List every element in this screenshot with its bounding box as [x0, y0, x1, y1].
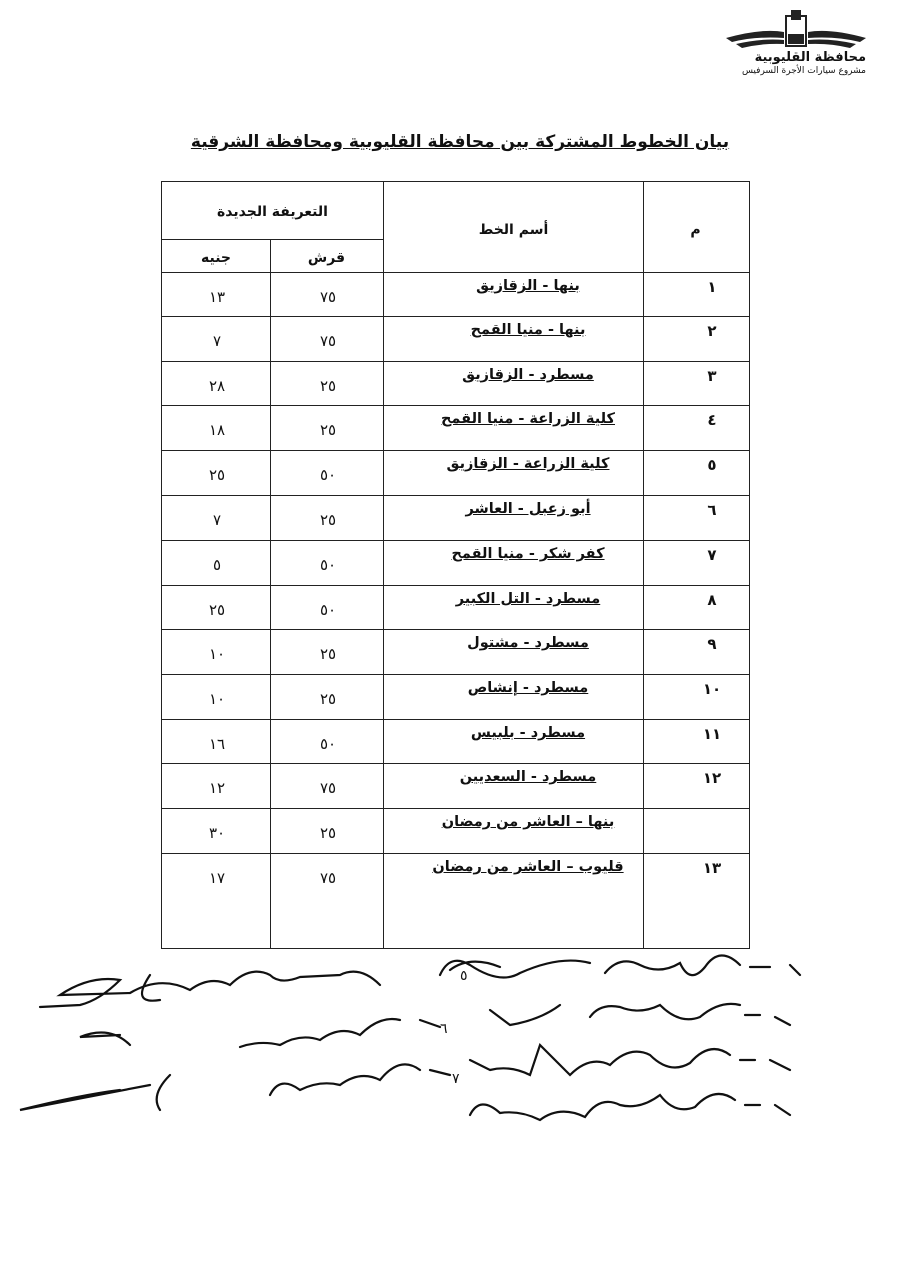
col-num-header: م — [690, 222, 701, 238]
route-name: بنها - الزقازيق — [476, 278, 580, 294]
signatures-area — [0, 945, 904, 1145]
route-name: مسطرد - التل الكبير — [455, 591, 601, 607]
route-name: مسطرد - الزقازيق — [462, 367, 594, 383]
tariff-piaster: ٧٥ — [319, 779, 337, 797]
routes-table — [161, 181, 750, 949]
sig-num-5: ٥ — [460, 968, 468, 984]
row-number: ١٣ — [702, 859, 722, 877]
tariff-pound: ١٢ — [208, 779, 226, 797]
tariff-piaster: ٧٥ — [319, 869, 337, 887]
tariff-piaster: ٢٥ — [319, 421, 337, 439]
row-number: ١١ — [702, 725, 722, 743]
row-number: ٤ — [707, 411, 717, 429]
tariff-pound: ٢٥ — [208, 466, 226, 484]
col-name-header: أسم الخط — [478, 222, 549, 238]
signature-7 — [20, 1064, 450, 1110]
route-name: مسطرد - مشتول — [467, 635, 589, 651]
row-number: ٨ — [707, 591, 717, 609]
tariff-pound: ١٣ — [208, 288, 226, 306]
org-project: مشروع سيارات الأجرة السرفيس — [741, 66, 866, 76]
tariff-pound: ١٨ — [208, 421, 226, 439]
route-name: مسطرد - إنشاص — [467, 680, 589, 696]
tariff-piaster: ٧٥ — [319, 332, 337, 350]
signature-3 — [470, 1045, 790, 1075]
tariff-piaster: ٢٥ — [319, 645, 337, 663]
tariff-pound: ٢٥ — [208, 601, 226, 619]
route-name: قليوب – العاشر من رمضان — [432, 859, 624, 875]
tariff-piaster: ٢٥ — [319, 690, 337, 708]
row-number: ١٠ — [702, 680, 722, 698]
signature-5 — [40, 972, 380, 1007]
tariff-pound: ١٧ — [208, 869, 226, 887]
sig-num-7: ٧ — [452, 1071, 460, 1087]
org-name: محافظة القليوبية — [754, 50, 866, 65]
route-name: كلية الزراعة - منيا القمح — [440, 411, 615, 427]
route-name: مسطرد - السعديين — [459, 769, 597, 785]
route-name: مسطرد - بلبيس — [470, 725, 586, 741]
sig-num-6: ٦ — [440, 1021, 448, 1037]
row-number: ٢ — [707, 322, 717, 340]
winged-emblem-icon — [722, 8, 870, 52]
tariff-piaster: ٧٥ — [319, 288, 337, 306]
route-name: بنها – العاشر من رمضان — [441, 814, 615, 830]
tariff-piaster: ٢٥ — [319, 824, 337, 842]
signature-1 — [440, 955, 800, 977]
tariff-pound: ٧ — [212, 332, 222, 350]
tariff-piaster: ٥٠ — [319, 735, 337, 753]
signature-2 — [490, 1004, 790, 1025]
signature-4 — [470, 1094, 790, 1120]
tariff-piaster: ٥٠ — [319, 466, 337, 484]
tariff-pound: ١٦ — [208, 735, 226, 753]
governorate-logo — [722, 8, 870, 76]
signature-6 — [80, 1019, 440, 1047]
col-piaster-header: قرش — [307, 250, 346, 266]
row-number: ٣ — [707, 367, 717, 385]
route-name: كفر شكر - منيا القمح — [451, 546, 605, 562]
tariff-piaster: ٢٥ — [319, 377, 337, 395]
tariff-pound: ١٠ — [208, 690, 226, 708]
route-name: أبو زعبل - العاشر — [465, 501, 591, 517]
route-name: بنها - منيا القمح — [470, 322, 586, 338]
tariff-pound: ١٠ — [208, 645, 226, 663]
row-number: ٦ — [707, 501, 717, 519]
tariff-piaster: ٥٠ — [319, 601, 337, 619]
row-number: ٧ — [707, 546, 717, 564]
col-tariff-header: التعريفة الجديدة — [217, 204, 328, 220]
col-pound-header: جنيه — [200, 250, 231, 266]
tariff-pound: ٧ — [212, 511, 222, 529]
row-number: ١ — [707, 278, 717, 296]
tariff-piaster: ٥٠ — [319, 556, 337, 574]
row-number: ٩ — [707, 635, 717, 653]
tariff-pound: ٣٠ — [208, 824, 226, 842]
row-number: ١٢ — [702, 769, 722, 787]
page-title: بيان الخطوط المشتركة بين محافظة القليوبية ومحافظة الشرقية — [190, 132, 730, 152]
tariff-piaster: ٢٥ — [319, 511, 337, 529]
tariff-pound: ٢٨ — [208, 377, 226, 395]
row-number: ٥ — [707, 456, 717, 474]
tariff-pound: ٥ — [212, 556, 222, 574]
route-name: كلية الزراعة - الزقازيق — [446, 456, 610, 472]
